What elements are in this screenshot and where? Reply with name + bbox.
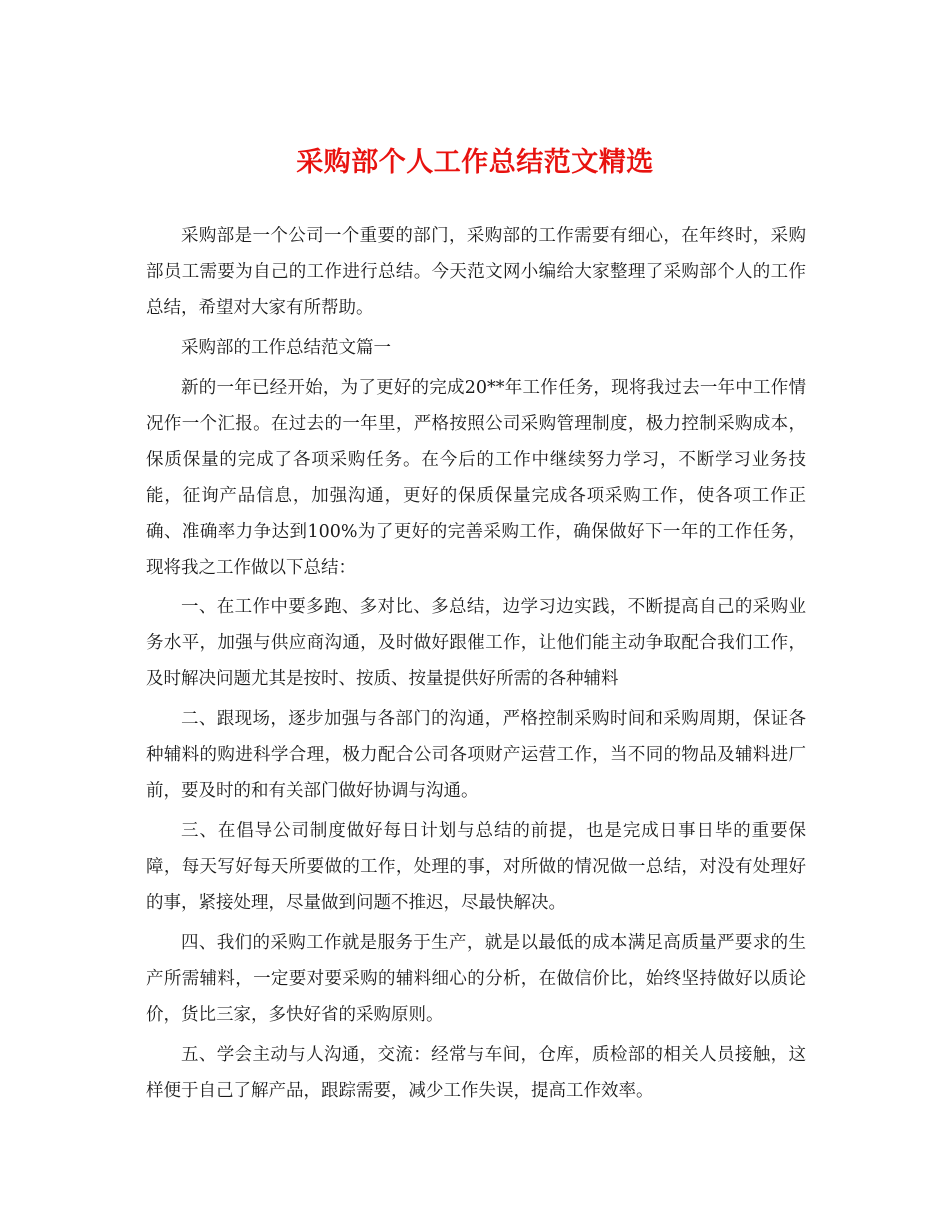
point-four-paragraph: 四、我们的采购工作就是服务于生产，就是以最低的成本满足高质量严要求的生产所需辅料，一定要对要采购的辅料细心的分析，在做信价比，始终坚持做好以质论价，货比三家，多快好省的采购原则。: [146, 932, 806, 1025]
point-one-paragraph: 一、在工作中要多跑、多对比、多总结，边学习边实践，不断提高自己的采购业务水平，加强与供应商沟通，及时做好跟催工作，让他们能主动争取配合我们工作，及时解决问题尤其是按时、按质、按量提供好所需的各种辅料: [146, 597, 806, 690]
document-title: 采购部个人工作总结范文精选: [296, 147, 654, 178]
point-two-paragraph: 二、跟现场，逐步加强与各部门的沟通，严格控制采购时间和采购周期，保证各种辅料的购进科学合理，极力配合公司各项财产运营工作，当不同的物品及辅料进厂前，要及时的和有关部门做好协调与沟通。: [146, 709, 806, 802]
document-body: [146, 218, 806, 1112]
point-five-paragraph: 五、学会主动与人沟通，交流：经常与车间，仓库，质检部的相关人员接触，这样便于自己了解产品，跟踪需要，减少工作失误，提高工作效率。: [146, 1044, 806, 1101]
intro-paragraph: 采购部是一个公司一个重要的部门，采购部的工作需要有细心，在年终时，采购部员工需要为自己的工作进行总结。今天范文网小编给大家整理了采购部个人的工作总结，希望对大家有所帮助。: [146, 226, 806, 318]
point-three-paragraph: 三、在倡导公司制度做好每日计划与总结的前提，也是完成日事日毕的重要保障，每天写好每天所要做的工作，处理的事，对所做的情况做一总结，对没有处理好的事，紧接处理，尽量做到问题不推迟，尽最快解决。: [146, 820, 806, 913]
section-heading: 采购部的工作总结范文篇一: [181, 337, 391, 358]
summary-paragraph: 新的一年已经开始，为了更好的完成20**年工作任务，现将我过去一年中工作情况作一个汇报。在过去的一年里，严格按照公司采购管理制度，极力控制采购成本，保质保量的完成了各项采购任务。在今后的工作中继续努力学习，不断学习业务技能，征询产品信息，加强沟通，更好的保质保量完成各项采购工作，使各项工作正确、准确率力争达到100%为了更好的完善采购工作，确保做好下一年的工作任务，现将我之工作做以下总结：: [146, 377, 806, 578]
